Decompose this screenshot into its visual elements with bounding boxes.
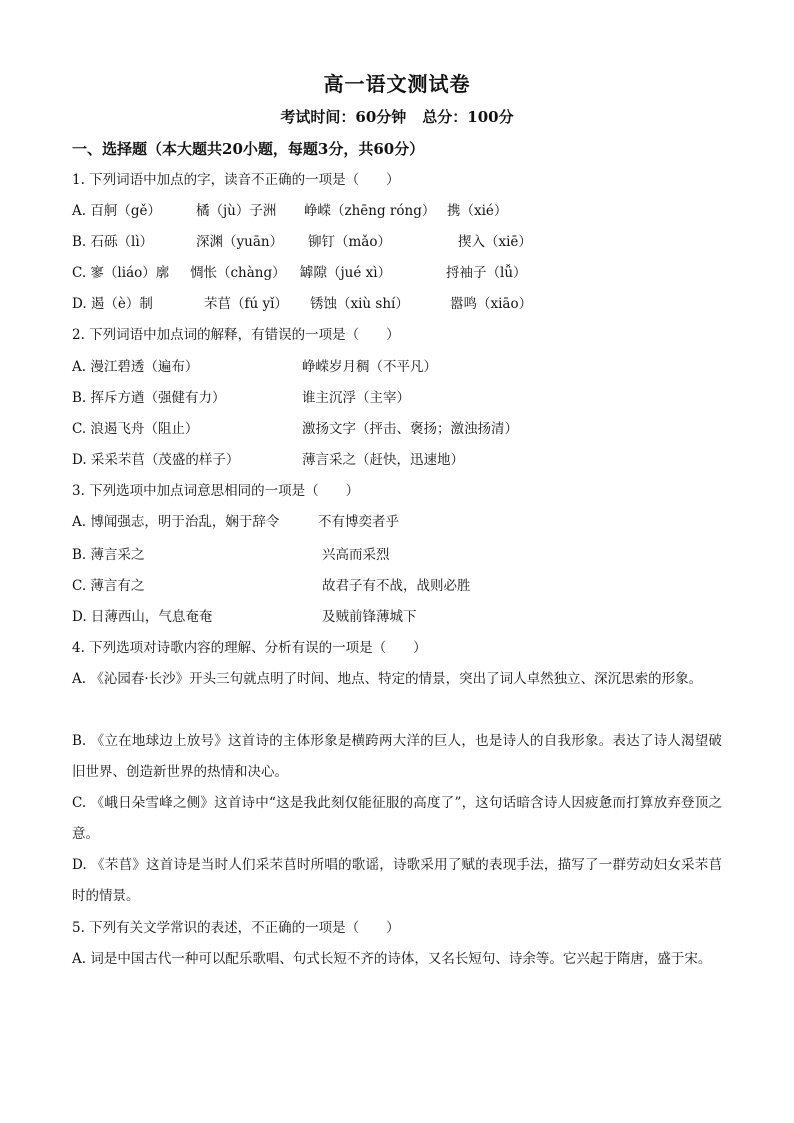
q1-option-b-4: 揳入（xiē） bbox=[458, 234, 532, 250]
q1-option-b-3: 铆钉（mǎo） bbox=[308, 234, 391, 250]
q3-option-c-2: 故君子有不战，战则必胜 bbox=[322, 578, 471, 594]
q1-option-c-2: 惆怅（chàng） bbox=[190, 265, 286, 281]
exam-time: 考试时间：60分钟 bbox=[280, 108, 407, 126]
q4-option-b: B. 《立在地球边上放号》这首诗的主体形象是横跨两大洋的巨人，也是诗人的自我形象。表达了诗人渴望破旧世界、创造新世界的热情和决心。 bbox=[72, 733, 722, 780]
q2-option-b-1: B. 挥斥方遒（强健有力） bbox=[72, 390, 226, 406]
q3-option-b-1: B. 薄言采之 bbox=[72, 547, 145, 563]
q3-option-c-1: C. 薄言有之 bbox=[72, 578, 145, 594]
page-title: 高一语文测试卷 bbox=[323, 72, 471, 96]
q4-option-d: D. 《芣苢》这首诗是当时人们采芣苢时所唱的歌谣，诗歌采用了赋的表现手法，描写了一群劳动妇女采芣苢时的情景。 bbox=[72, 857, 722, 904]
q2-option-c-1: C. 浪遏飞舟（阻止） bbox=[72, 421, 199, 437]
q2-option-c-2: 激扬文字（抨击、褒扬；激浊扬清） bbox=[302, 421, 518, 437]
q1-option-b-1: B. 石砾（lì） bbox=[72, 234, 154, 250]
q5-stem: 5. 下列有关文学常识的表述，不正确的一项是（ ） bbox=[72, 920, 400, 936]
q3-stem: 3. 下列选项中加点词意思相同的一项是（ ） bbox=[72, 483, 360, 499]
q1-option-d-2: 芣苢（fú yǐ） bbox=[204, 296, 288, 312]
q2-option-a-1: A. 漫江碧透（遍布） bbox=[72, 359, 199, 375]
q4-option-a: A. 《沁园春·长沙》开头三句就点明了时间、地点、特定的情景，突出了词人卓然独立、深沉思索的形象。 bbox=[72, 671, 703, 687]
q1-option-c-3: 罅隙（jué xì） bbox=[300, 265, 392, 281]
q1-option-a-3: 峥嵘（zhēng róng） bbox=[304, 203, 436, 219]
q1-option-d-3: 锈蚀（xiù shí） bbox=[310, 296, 409, 312]
exam-score: 总分：100分 bbox=[422, 108, 514, 126]
q2-option-a-2: 峥嵘岁月稠（不平凡） bbox=[302, 359, 437, 375]
q2-option-b-2: 谁主沉浮（主宰） bbox=[302, 390, 410, 406]
exam-info bbox=[0, 106, 794, 127]
q1-option-d-1: D. 遏（è）制 bbox=[72, 296, 153, 312]
q1-option-a-2: 橘（jù）子洲 bbox=[196, 203, 277, 219]
q4-option-c: C. 《峨日朵雪峰之侧》这首诗中“这是我此刻仅能征服的高度了”，这句话暗含诗人因疲惫而打算放弃登顶之意。 bbox=[72, 795, 722, 842]
q1-option-c-1: C. 寥（liáo）廓 bbox=[72, 265, 170, 281]
q1-option-b-2: 深渊（yuān） bbox=[196, 234, 284, 250]
q1-option-a-1: A. 百舸（gě） bbox=[72, 203, 161, 219]
q3-option-b-2: 兴高而采烈 bbox=[322, 547, 390, 563]
q1-option-c-4: 捋袖子（lǚ） bbox=[446, 265, 527, 281]
section-heading: 一、选择题（本大题共20小题，每题3分，共60分） bbox=[72, 140, 425, 158]
q2-stem: 2. 下列词语中加点词的解释，有错误的一项是（ ） bbox=[72, 327, 400, 343]
q2-option-d-2: 薄言采之（赶快，迅速地） bbox=[302, 452, 464, 468]
q1-option-d-4: 嚣鸣（xiāo） bbox=[450, 296, 533, 312]
q1-option-a-4: 携（xié） bbox=[447, 203, 508, 219]
q3-option-a-2: 不有博奕者乎 bbox=[318, 514, 399, 530]
q2-option-d-1: D. 采采芣苢（茂盛的样子） bbox=[72, 452, 240, 468]
q3-option-d-2: 及贼前锋薄城下 bbox=[322, 609, 417, 625]
q4-stem: 4. 下列选项对诗歌内容的理解、分析有误的一项是（ ） bbox=[72, 640, 427, 656]
q5-option-a: A. 词是中国古代一种可以配乐歌唱、句式长短不齐的诗体，又名长短句、诗余等。它兴起于隋唐，盛于宋。 bbox=[72, 951, 712, 967]
q3-option-d-1: D. 日薄西山，气息奄奄 bbox=[72, 609, 213, 625]
q1-stem: 1. 下列词语中加点的字，读音不正确的一项是（ ） bbox=[72, 172, 400, 188]
q3-option-a-1: A. 博闻强志，明于治乱，娴于辞令 bbox=[72, 514, 280, 530]
